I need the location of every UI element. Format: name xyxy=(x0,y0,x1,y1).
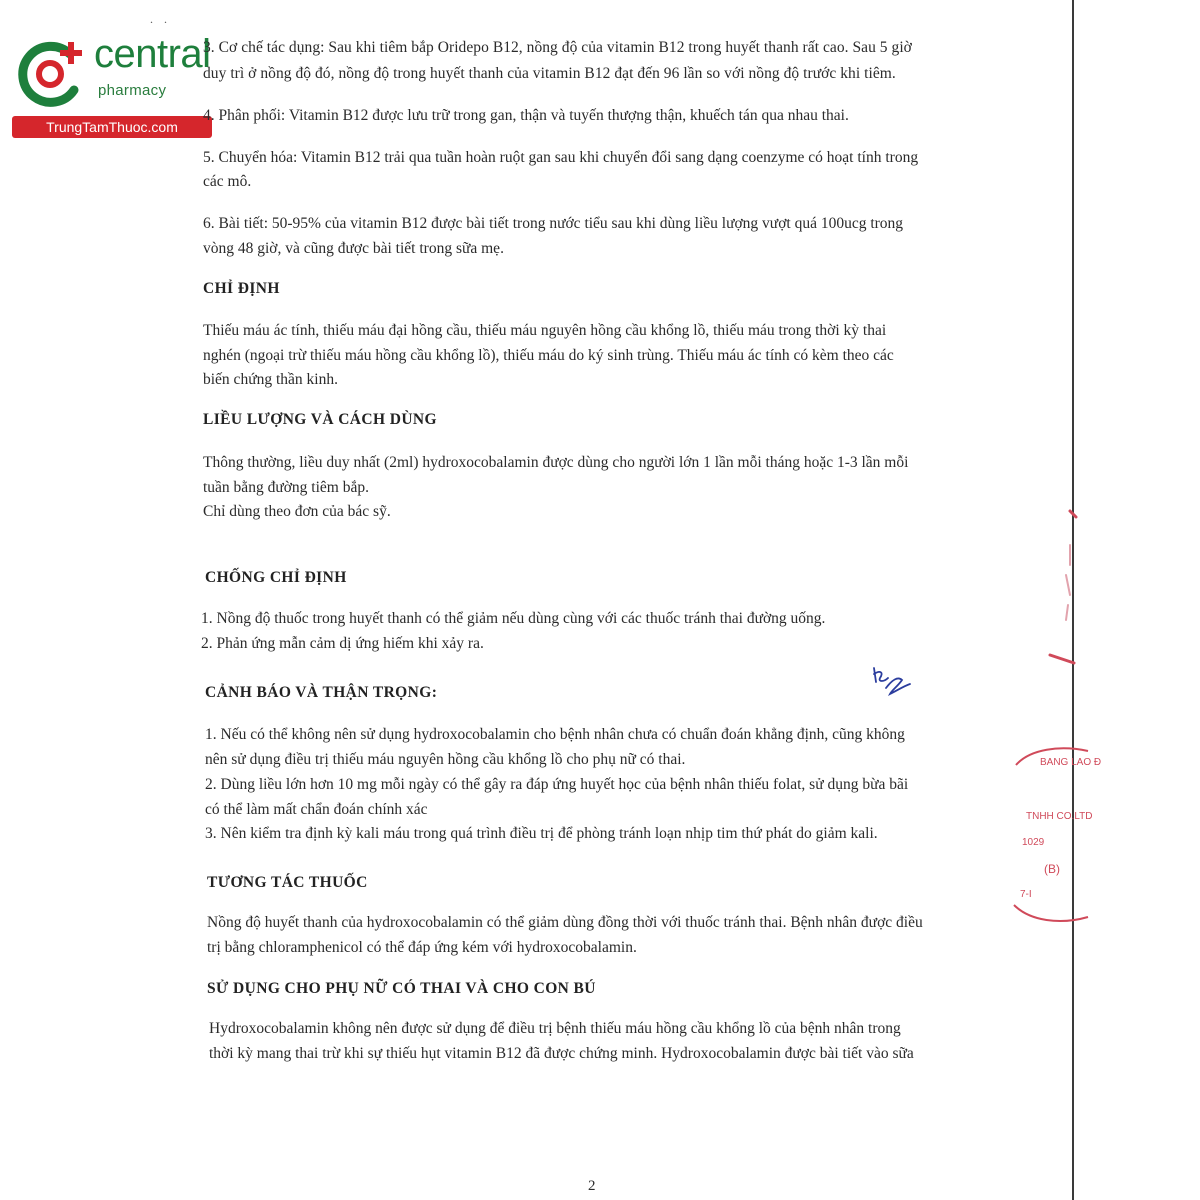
logo-brand-sub: pharmacy xyxy=(98,82,167,99)
list-item: 2. Dùng liều lớn hơn 10 mg mỗi ngày có thể gây ra đáp ứng huyết học của bệnh nhân thiếu folat, sử dụng bừa bãi xyxy=(205,776,909,793)
text-line: 4. Phân phối: Vitamin B12 được lưu trữ trong gan, thận và tuyến thượng thận, khuếch tán qua nhau thai. xyxy=(203,107,849,124)
text-line: trị bằng chloramphenicol có thể đáp ứng kém với hydroxocobalamin. xyxy=(207,939,637,956)
section-heading: CHỈ ĐỊNH xyxy=(203,280,280,297)
red-seal-marks-icon xyxy=(1040,505,1080,675)
text-line: Hydroxocobalamin không nên được sử dụng để điều trị bệnh thiếu máu hồng cầu khổng lồ của bệnh nhân trong xyxy=(209,1020,901,1037)
list-item: 1. Nồng độ thuốc trong huyết thanh có thể giảm nếu dùng cùng với các thuốc tránh thai đường uống. xyxy=(201,610,826,627)
text-line: nên sử dụng điều trị thiếu máu nguyên hồng cầu khổng lồ cho phụ nữ có thai. xyxy=(205,751,686,768)
section-heading: TƯƠNG TÁC THUỐC xyxy=(207,874,368,891)
stamp-text: 7-I xyxy=(1020,889,1032,900)
section-heading: CHỐNG CHỈ ĐỊNH xyxy=(205,569,347,586)
scan-dots: . . xyxy=(150,12,171,26)
logo-brand-name: central xyxy=(94,32,211,76)
text-line: có thể làm mất chẩn đoán chính xác xyxy=(205,801,428,818)
text-line: Chỉ dùng theo đơn của bác sỹ. xyxy=(203,503,391,520)
central-pharmacy-logo[interactable] xyxy=(6,34,216,138)
section-heading: CẢNH BÁO VÀ THẬN TRỌNG: xyxy=(205,684,438,701)
text-line: thời kỳ mang thai trừ khi sự thiếu hụt vitamin B12 đã được chứng minh. Hydroxocobalamin được bài tiết vào sữa xyxy=(209,1045,914,1062)
text-line: Thông thường, liều duy nhất (2ml) hydroxocobalamin được dùng cho người lớn 1 lần mỗi tháng hoặc 1-3 lần mỗi xyxy=(203,454,909,471)
stamp-text: 1029 xyxy=(1022,837,1045,848)
list-item: 2. Phản ứng mẫn cảm dị ứng hiếm khi xảy ra. xyxy=(201,635,484,652)
text-line: Nồng độ huyết thanh của hydroxocobalamin có thể giảm dùng đồng thời với thuốc tránh thai. Bệnh nhân được điều xyxy=(207,914,923,931)
list-item: 1. Nếu có thể không nên sử dụng hydroxocobalamin cho bệnh nhân chưa có chuẩn đoán khẳng định, cũng không xyxy=(205,726,905,743)
text-line: Thiếu máu ác tính, thiếu máu đại hồng cầu, thiếu máu nguyên hồng cầu khổng lồ, thiếu máu trong thời kỳ thai xyxy=(203,322,887,339)
section-heading: SỬ DỤNG CHO PHỤ NỮ CÓ THAI VÀ CHO CON BÚ xyxy=(207,980,596,997)
stamp-text: BANG LAO Đ xyxy=(1040,757,1102,768)
text-line: các mô. xyxy=(203,173,252,190)
text-line: 6. Bài tiết: 50-95% của vitamin B12 được bài tiết trong nước tiểu sau khi dùng liều lượng vượt quá 100ucg trong xyxy=(203,215,904,232)
text-line: biến chứng thần kinh. xyxy=(203,371,338,388)
logo-site-banner[interactable]: TrungTamThuoc.com xyxy=(12,116,212,138)
section-heading: LIỀU LƯỢNG VÀ CÁCH DÙNG xyxy=(203,411,437,428)
logo-mark-icon xyxy=(14,36,90,112)
list-item: 3. Nên kiểm tra định kỳ kali máu trong quá trình điều trị để phòng tránh loạn nhịp tim thứ phát do giảm kali. xyxy=(205,825,878,842)
stamp-text: (B) xyxy=(1044,862,1060,876)
page-number: 2 xyxy=(588,1178,596,1194)
text-line: duy trì ở nồng độ đó, nồng độ trong huyết thanh của vitamin B12 đạt đến 96 lần so với nồng độ trước khi tiêm. xyxy=(203,65,896,82)
text-line: 5. Chuyển hóa: Vitamin B12 trải qua tuần hoàn ruột gan sau khi chuyển đổi sang dạng coenzyme có hoạt tính trong xyxy=(203,149,919,166)
text-line: 3. Cơ chế tác dụng: Sau khi tiêm bắp Oridepo B12, nồng độ của vitamin B12 trong huyết thanh rất cao. Sau 5 giờ xyxy=(203,39,912,56)
signature-icon xyxy=(868,660,918,700)
official-stamp-icon xyxy=(1010,745,1102,925)
text-line: vòng 48 giờ, và cũng được bài tiết trong sữa mẹ. xyxy=(203,240,504,257)
stamp-text: TNHH CO.LTD xyxy=(1026,811,1093,822)
text-line: tuần bằng đường tiêm bắp. xyxy=(203,479,369,496)
text-line: nghén (ngoại trừ thiếu máu hồng cầu khổng lồ), thiếu máu do ký sinh trùng. Thiếu máu ác tính có kèm theo các xyxy=(203,347,894,364)
